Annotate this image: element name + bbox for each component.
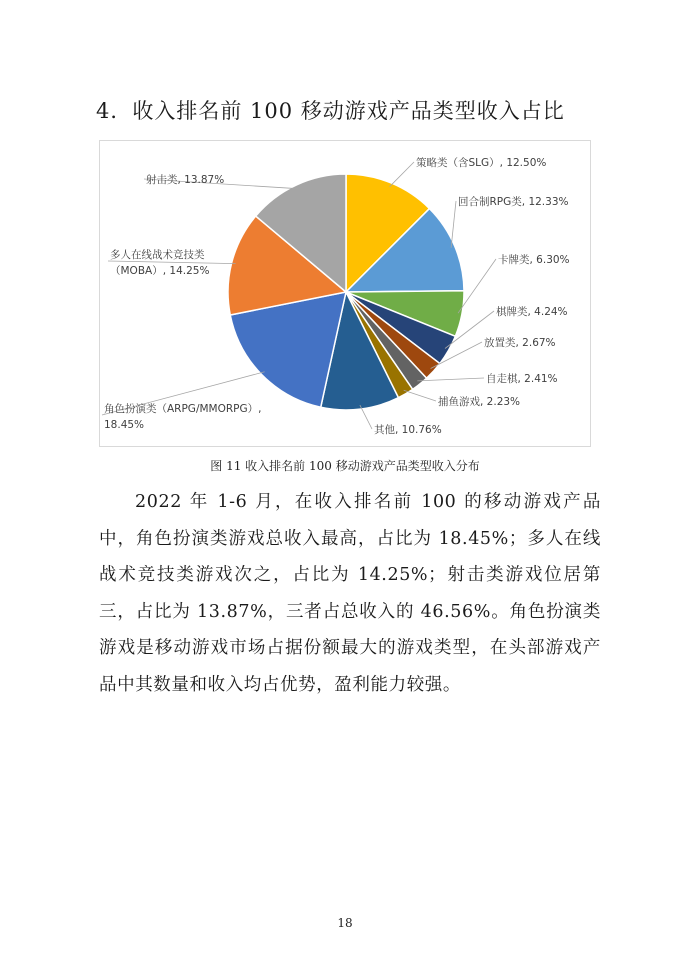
leader-line bbox=[404, 390, 436, 401]
body-paragraph: 2022 年 1-6 月，在收入排名前 100 的移动游戏产品中，角色扮演类游戏总收入最高，占比为 18.45%；多人在线战术竞技类游戏次之，占比为 14.25%；射击类游戏位居第三，占比为 13.87%，三者占总收入的 46.56%。角色扮演类游戏是移动游戏市场占据份额最大的游戏类型，在头部游戏产品中其数量和收入均占优势，盈利能力较强。 bbox=[99, 492, 601, 695]
slice-label: 卡牌类, 6.30% bbox=[498, 254, 570, 266]
pie-chart-container bbox=[99, 140, 591, 447]
slice-label: 棋牌类, 4.24% bbox=[496, 306, 568, 318]
slice-label: 回合制RPG类, 12.33% bbox=[458, 196, 569, 208]
slice-label: 策略类（含SLG）, 12.50% bbox=[416, 157, 547, 169]
leader-line bbox=[390, 162, 414, 187]
slice-label: 自走棋, 2.41% bbox=[486, 373, 558, 385]
section-heading: 4．收入排名前 100 移动游戏产品类型收入占比 bbox=[96, 99, 565, 123]
slice-label: 放置类, 2.67% bbox=[484, 337, 556, 349]
leader-line bbox=[108, 261, 236, 264]
slice-label: 射击类, 13.87% bbox=[146, 174, 225, 186]
pie-chart bbox=[100, 141, 590, 446]
slice-label: 角色扮演类（ARPG/MMORPG）, 18.45% bbox=[104, 403, 262, 431]
page-number: 18 bbox=[337, 916, 353, 930]
figure-caption: 图 11 收入排名前 100 移动游戏产品类型收入分布 bbox=[210, 459, 480, 473]
leader-line bbox=[451, 201, 456, 248]
slice-label: 捕鱼游戏, 2.23% bbox=[438, 396, 521, 408]
slice-label: 其他, 10.76% bbox=[374, 424, 442, 436]
slice-label: 多人在线战术竞技类（MOBA）, 14.25% bbox=[110, 249, 210, 277]
